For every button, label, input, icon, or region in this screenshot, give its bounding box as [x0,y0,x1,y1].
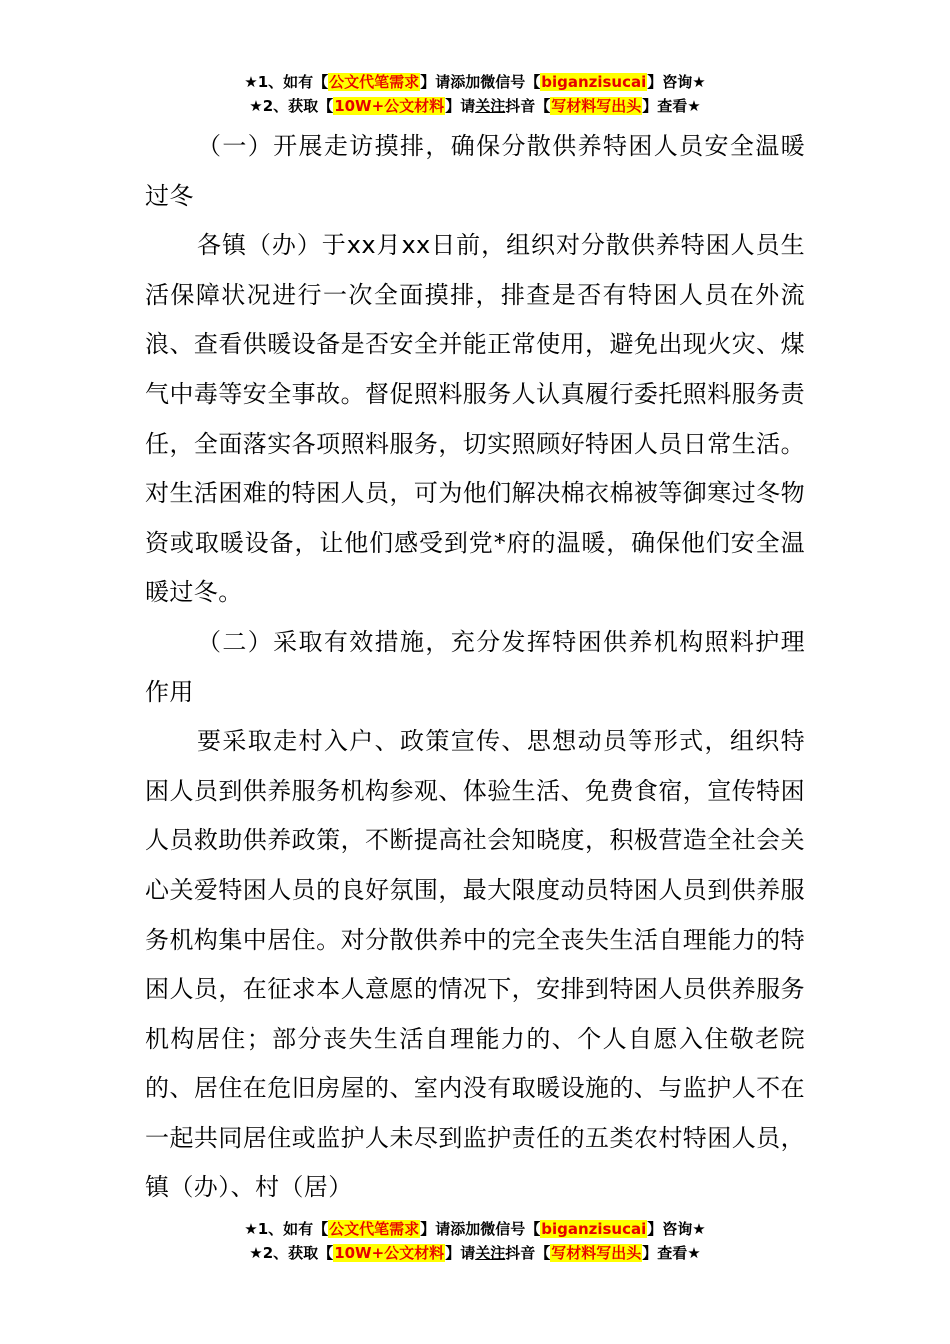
promo-text: ★1、如有【 [244,73,329,91]
promo-text: 抖音【 [505,1244,551,1262]
promo-text: ★1、如有【 [244,1220,329,1238]
paragraph-1: 各镇（办）于xx月xx日前，组织对分散供养特困人员生活保障状况进行一次全面摸排，排查是否有特困人员在外流浪、查看供暖设备是否安全并能正常使用，避免出现火灾、煤气中毒等安全事故。督促照料服务人认真履行委托照料服务责任，全面落实各项照料服务，切实照顾好特困人员日常生活。对生活困难的特困人员，可为他们解决棉衣棉被等御寒过冬物资或取暖设备，让他们感受到党*府的温暖，确保他们安全温暖过冬。 [145,231,805,607]
paragraph-2: 要采取走村入户、政策宣传、思想动员等形式，组织特困人员到供养服务机构参观、体验生活、免费食宿，宣传特困人员救助供养政策，不断提高社会知晓度，积极营造全社会关心关爱特困人员的良好氛围，最大限度动员特困人员到供养服务机构集中居住。对分散供养中的完全丧失生活自理能力的特困人员，在征求本人意愿的情况下，安排到特困人员供养服务机构居住；部分丧失生活自理能力的、个人自愿入住敬老院的、居住在危旧房屋的、室内没有取暖设施的、与监护人不在一起共同居住或监护人未尽到监护责任的五类农村特困人员，镇（办）、村（居） [145,727,805,1202]
promo-text: 】查看★ [642,97,701,115]
promo-text: ★2、获取【 [249,1244,334,1262]
promo-highlight-wechat-id: biganzisucai [541,73,647,91]
promo-underlined-text: 关注 [475,1244,506,1262]
promo-text: 】请 [445,97,476,115]
promo-text: 】请 [445,1244,476,1262]
promo-text: 抖音【 [505,97,551,115]
document-body [145,122,805,1213]
promo-banner-top [0,70,950,118]
promo-line-1 [0,70,950,94]
promo-text: 】咨询★ [647,1220,706,1238]
promo-highlight-service: 公文代笔需求 [329,73,420,91]
promo-text: 】请添加微信号【 [420,73,541,91]
section-heading-1: （一）开展走访摸排，确保分散供养特困人员安全温暖过冬 [145,132,805,210]
promo-highlight-service: 公文代笔需求 [329,1220,420,1238]
promo-line-2 [0,94,950,118]
section-heading-2: （二）采取有效措施，充分发挥特困供养机构照料护理作用 [145,627,805,706]
promo-highlight-wechat-id: biganzisucai [541,1220,647,1238]
promo-text: 】咨询★ [647,73,706,91]
promo-highlight-materials: 10W+公文材料 [334,1244,445,1262]
promo-highlight-douyin: 写材料写出头 [551,1244,642,1262]
promo-line-1 [0,1217,950,1241]
promo-highlight-materials: 10W+公文材料 [334,97,445,115]
promo-underlined-text: 关注 [475,97,506,115]
promo-text: ★2、获取【 [249,97,334,115]
promo-text: 】请添加微信号【 [420,1220,541,1238]
promo-text: 】查看★ [642,1244,701,1262]
promo-banner-bottom [0,1217,950,1265]
promo-highlight-douyin: 写材料写出头 [551,97,642,115]
promo-line-2 [0,1241,950,1265]
